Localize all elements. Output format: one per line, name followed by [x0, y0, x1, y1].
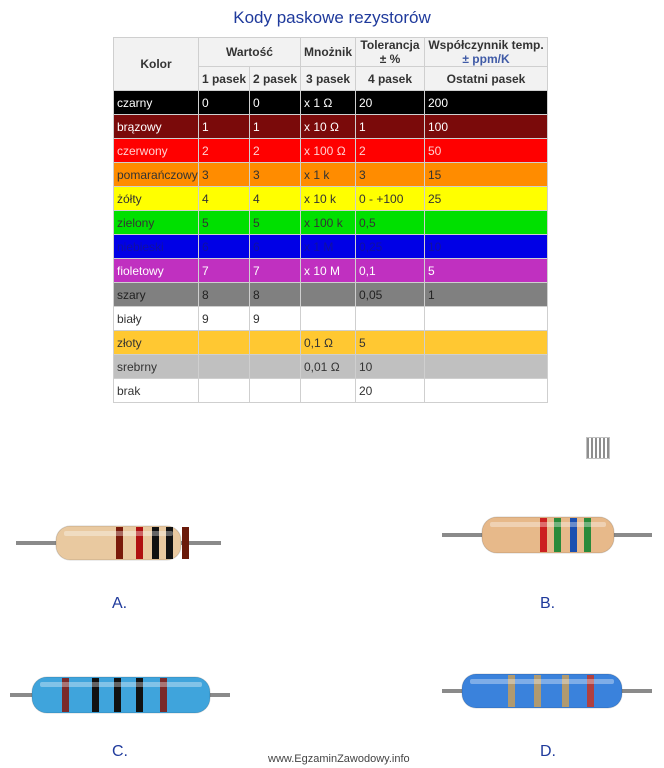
cell-pasek-2	[250, 379, 301, 403]
cell-pasek-1: 8	[199, 283, 250, 307]
cell-pasek-2: 0	[250, 91, 301, 115]
cell-tolerancja: 20	[356, 91, 425, 115]
body-highlight	[490, 522, 606, 527]
header-tolerancja	[356, 38, 425, 67]
cell-kolor: biały	[114, 307, 199, 331]
header-mnoznik: Mnożnik	[301, 38, 356, 67]
qr-code-icon	[586, 437, 610, 459]
cell-pasek-1: 7	[199, 259, 250, 283]
cell-pasek-2: 7	[250, 259, 301, 283]
table-row	[114, 139, 548, 163]
cell-tolerancja: 0,1	[356, 259, 425, 283]
cell-kolor: niebieski	[114, 235, 199, 259]
header-wartosc: Wartość	[199, 38, 301, 67]
table-row	[114, 187, 548, 211]
color-band	[182, 527, 189, 559]
cell-wspolczynnik	[425, 379, 548, 403]
cell-tolerancja: 10	[356, 355, 425, 379]
cell-mnoznik: x 10 k	[301, 187, 356, 211]
table-body	[114, 91, 548, 403]
cell-tolerancja: 20	[356, 379, 425, 403]
option-d-label[interactable]: D.	[540, 743, 556, 760]
body-highlight	[40, 682, 202, 687]
header-tolerancja-unit: ± %	[379, 52, 401, 66]
header-pasek-3: 3 pasek	[301, 67, 356, 91]
cell-pasek-1: 3	[199, 163, 250, 187]
cell-pasek-2	[250, 355, 301, 379]
cell-kolor: srebrny	[114, 355, 199, 379]
table-row	[114, 331, 548, 355]
footer-source: www.EgzaminZawodowy.info	[268, 753, 410, 765]
table-row	[114, 211, 548, 235]
resistor-image-a	[16, 508, 221, 578]
header-tolerancja-label: Tolerancja	[360, 38, 420, 52]
cell-pasek-1: 0	[199, 91, 250, 115]
cell-pasek-2: 2	[250, 139, 301, 163]
option-b-label[interactable]: B.	[540, 595, 556, 612]
table-row	[114, 91, 548, 115]
cell-mnoznik	[301, 379, 356, 403]
cell-pasek-1	[199, 331, 250, 355]
table-row	[114, 163, 548, 187]
cell-pasek-1: 2	[199, 139, 250, 163]
cell-tolerancja: 0 - +100	[356, 187, 425, 211]
cell-mnoznik: x 10 M	[301, 259, 356, 283]
header-wspolczynnik-label: Współczynnik temp.	[428, 38, 544, 52]
header-wspolczynnik	[425, 38, 548, 67]
cell-pasek-1: 6	[199, 235, 250, 259]
cell-tolerancja	[356, 307, 425, 331]
table-row	[114, 259, 548, 283]
table-row	[114, 115, 548, 139]
cell-tolerancja: 1	[356, 115, 425, 139]
cell-wspolczynnik: 10	[425, 235, 548, 259]
cell-pasek-2: 5	[250, 211, 301, 235]
table-row	[114, 307, 548, 331]
cell-tolerancja: 0,25	[356, 235, 425, 259]
table-row	[114, 355, 548, 379]
resistor-image-c	[10, 660, 230, 730]
header-pasek-1: 1 pasek	[199, 67, 250, 91]
resistor-image-b	[442, 500, 652, 570]
cell-pasek-1: 4	[199, 187, 250, 211]
cell-pasek-2: 3	[250, 163, 301, 187]
cell-mnoznik: x 100 k	[301, 211, 356, 235]
table-row	[114, 379, 548, 403]
page-title: Kody paskowe rezystorów	[233, 8, 431, 27]
cell-pasek-2: 1	[250, 115, 301, 139]
cell-kolor: żółty	[114, 187, 199, 211]
table-row	[114, 235, 548, 259]
cell-mnoznik: x 10 Ω	[301, 115, 356, 139]
cell-mnoznik: 0,1 Ω	[301, 331, 356, 355]
cell-pasek-2	[250, 331, 301, 355]
cell-wspolczynnik	[425, 355, 548, 379]
cell-kolor: brak	[114, 379, 199, 403]
cell-mnoznik	[301, 283, 356, 307]
cell-pasek-1: 1	[199, 115, 250, 139]
cell-pasek-2: 9	[250, 307, 301, 331]
cell-tolerancja: 3	[356, 163, 425, 187]
table-row	[114, 283, 548, 307]
cell-wspolczynnik: 200	[425, 91, 548, 115]
cell-wspolczynnik: 15	[425, 163, 548, 187]
cell-pasek-1: 9	[199, 307, 250, 331]
cell-pasek-2: 8	[250, 283, 301, 307]
cell-mnoznik: x 100 Ω	[301, 139, 356, 163]
option-c-label[interactable]: C.	[112, 743, 128, 760]
resistor-code-table	[113, 37, 548, 403]
header-kolor: Kolor	[114, 38, 199, 91]
header-pasek-2: 2 pasek	[250, 67, 301, 91]
cell-mnoznik: x 1 M	[301, 235, 356, 259]
cell-kolor: zielony	[114, 211, 199, 235]
cell-mnoznik: x 1 k	[301, 163, 356, 187]
option-a-label[interactable]: A.	[112, 595, 128, 612]
cell-pasek-2: 6	[250, 235, 301, 259]
cell-kolor: złoty	[114, 331, 199, 355]
cell-pasek-2: 4	[250, 187, 301, 211]
cell-kolor: szary	[114, 283, 199, 307]
cell-wspolczynnik: 1	[425, 283, 548, 307]
resistor-image-d	[442, 656, 652, 726]
header-ostatni-pasek: Ostatni pasek	[425, 67, 548, 91]
header-pasek-4: 4 pasek	[356, 67, 425, 91]
cell-wspolczynnik: 50	[425, 139, 548, 163]
cell-wspolczynnik	[425, 331, 548, 355]
cell-tolerancja: 0,5	[356, 211, 425, 235]
cell-kolor: czerwony	[114, 139, 199, 163]
cell-wspolczynnik	[425, 211, 548, 235]
body-highlight	[470, 679, 614, 684]
cell-pasek-1: 5	[199, 211, 250, 235]
cell-kolor: fioletowy	[114, 259, 199, 283]
cell-wspolczynnik	[425, 307, 548, 331]
cell-mnoznik: 0,01 Ω	[301, 355, 356, 379]
cell-tolerancja: 0,05	[356, 283, 425, 307]
cell-kolor: czarny	[114, 91, 199, 115]
cell-pasek-1	[199, 355, 250, 379]
cell-wspolczynnik: 25	[425, 187, 548, 211]
cell-wspolczynnik: 5	[425, 259, 548, 283]
cell-mnoznik: x 1 Ω	[301, 91, 356, 115]
cell-tolerancja: 2	[356, 139, 425, 163]
header-wspolczynnik-unit: ± ppm/K	[462, 52, 510, 66]
cell-wspolczynnik: 100	[425, 115, 548, 139]
cell-pasek-1	[199, 379, 250, 403]
cell-tolerancja: 5	[356, 331, 425, 355]
cell-kolor: pomarańczowy	[114, 163, 199, 187]
cell-mnoznik	[301, 307, 356, 331]
cell-kolor: brązowy	[114, 115, 199, 139]
body-highlight	[64, 531, 173, 536]
